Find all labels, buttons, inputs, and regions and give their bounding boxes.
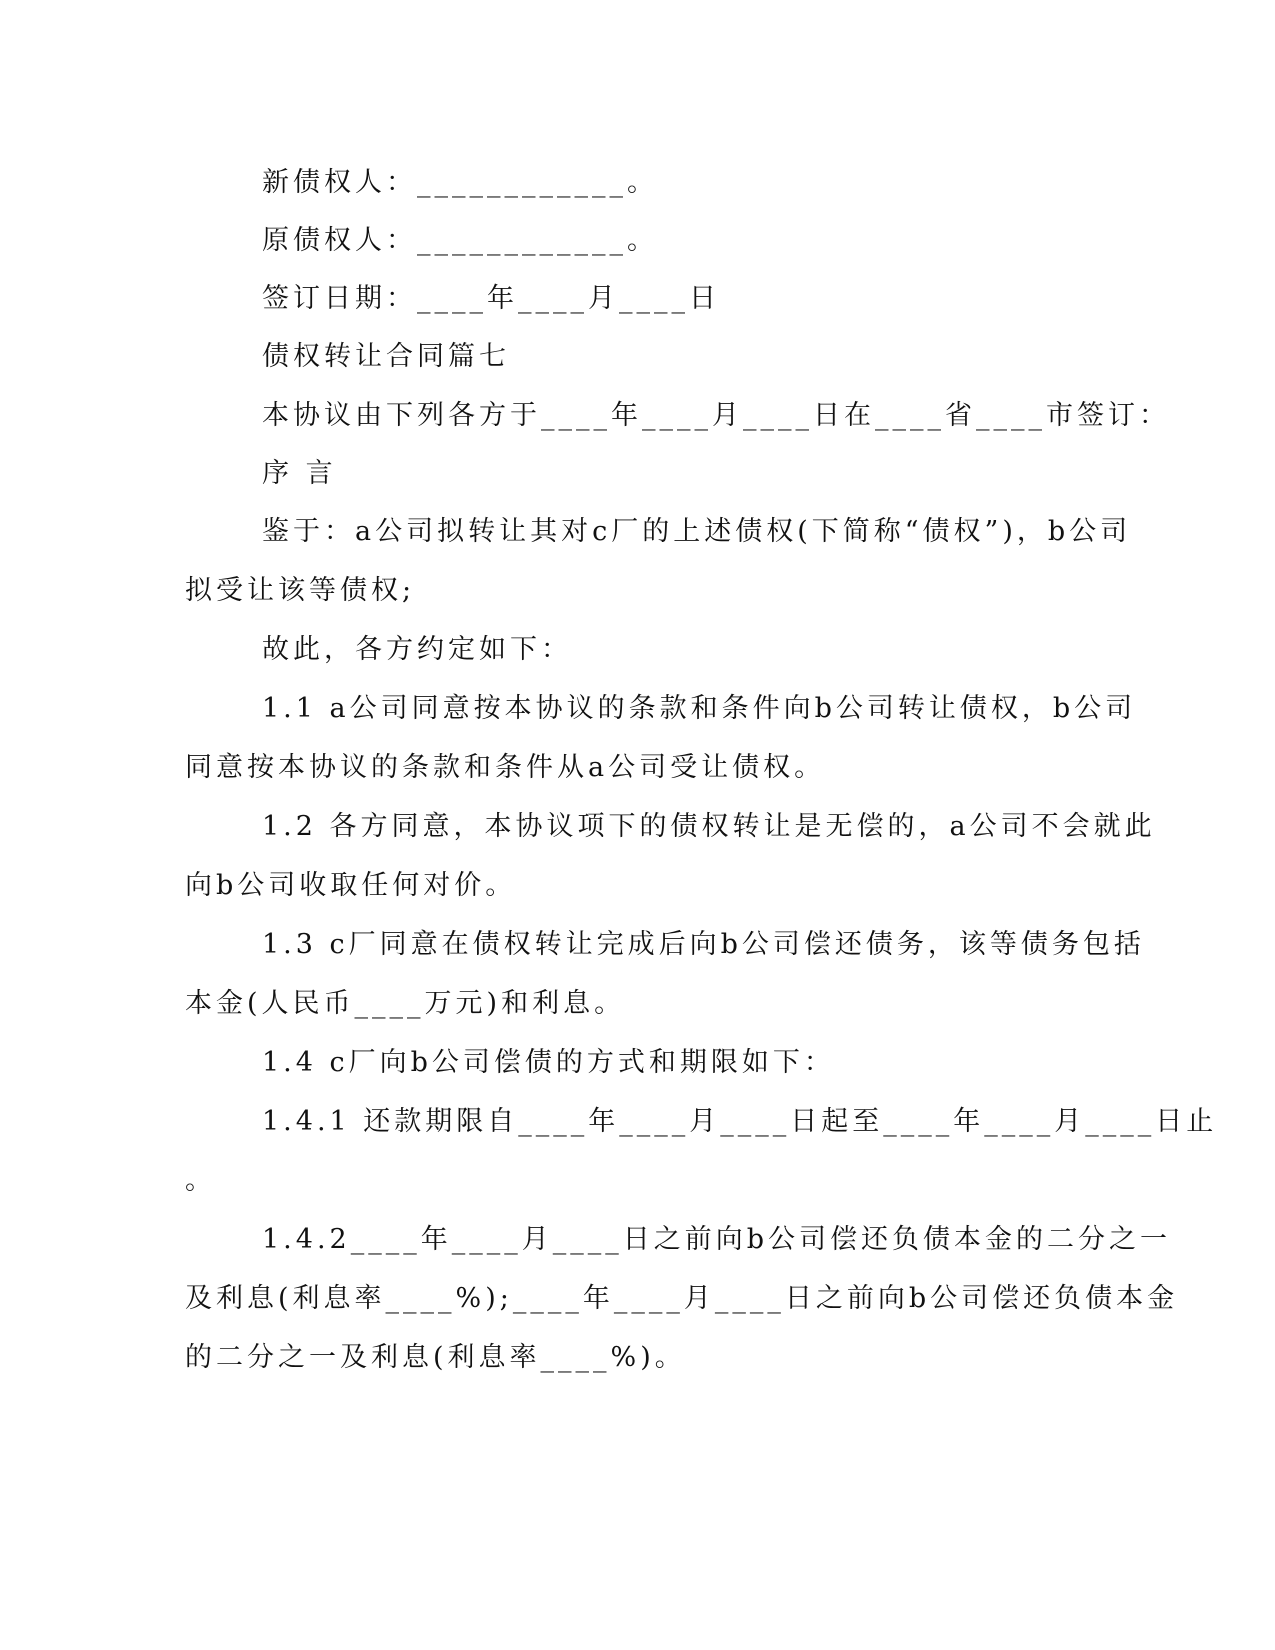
agreement-intro-line: 本协议由下列各方于____年____月____日在____省____市签订： [262,400,1170,431]
clause-1-3-line-2: 本金(人民币____万元)和利息。 [185,988,626,1019]
clause-1-4-2-line-1: 1.4.2____年____月____日之前向b公司偿还负债本金的二分之一 [262,1224,1171,1255]
signing-date-line: 签订日期：____年____月____日 [262,283,720,314]
section-heading: 债权转让合同篇七 [262,341,510,372]
clause-1-4-2-line-2: 及利息(利息率____%);____年____月____日之前向b公司偿还负债本金 [185,1283,1179,1314]
clause-1-4-1-line-1: 1.4.1 还款期限自____年____月____日起至____年____月____日止 [262,1106,1218,1137]
clause-1-4-2-line-3: 的二分之一及利息(利息率____%)。 [185,1342,686,1373]
clause-1-4-1-line-2: 。 [185,1165,216,1196]
new-creditor-line: 新债权人：____________。 [262,167,658,198]
clause-1-3-line-1: 1.3 c厂同意在债权转让完成后向b公司偿还债务，该等债务包括 [262,929,1145,960]
whereas-line-1: 鉴于：a公司拟转让其对c厂的上述债权(下简称“债权”)，b公司 [262,516,1132,547]
clause-1-4-line: 1.4 c厂向b公司偿债的方式和期限如下： [262,1047,835,1078]
original-creditor-line: 原债权人：____________。 [262,225,658,256]
whereas-line-2: 拟受让该等债权; [185,575,416,606]
clause-1-1-line-2: 同意按本协议的条款和条件从a公司受让债权。 [185,752,826,783]
agreement-statement: 故此，各方约定如下： [262,634,572,665]
clause-1-2-line-2: 向b公司收取任何对价。 [185,870,517,901]
preamble-heading: 序 言 [262,458,337,489]
clause-1-2-line-1: 1.2 各方同意，本协议项下的债权转让是无偿的，a公司不会就此 [262,811,1156,842]
clause-1-1-line-1: 1.1 a公司同意按本协议的条款和条件向b公司转让债权，b公司 [262,693,1137,724]
